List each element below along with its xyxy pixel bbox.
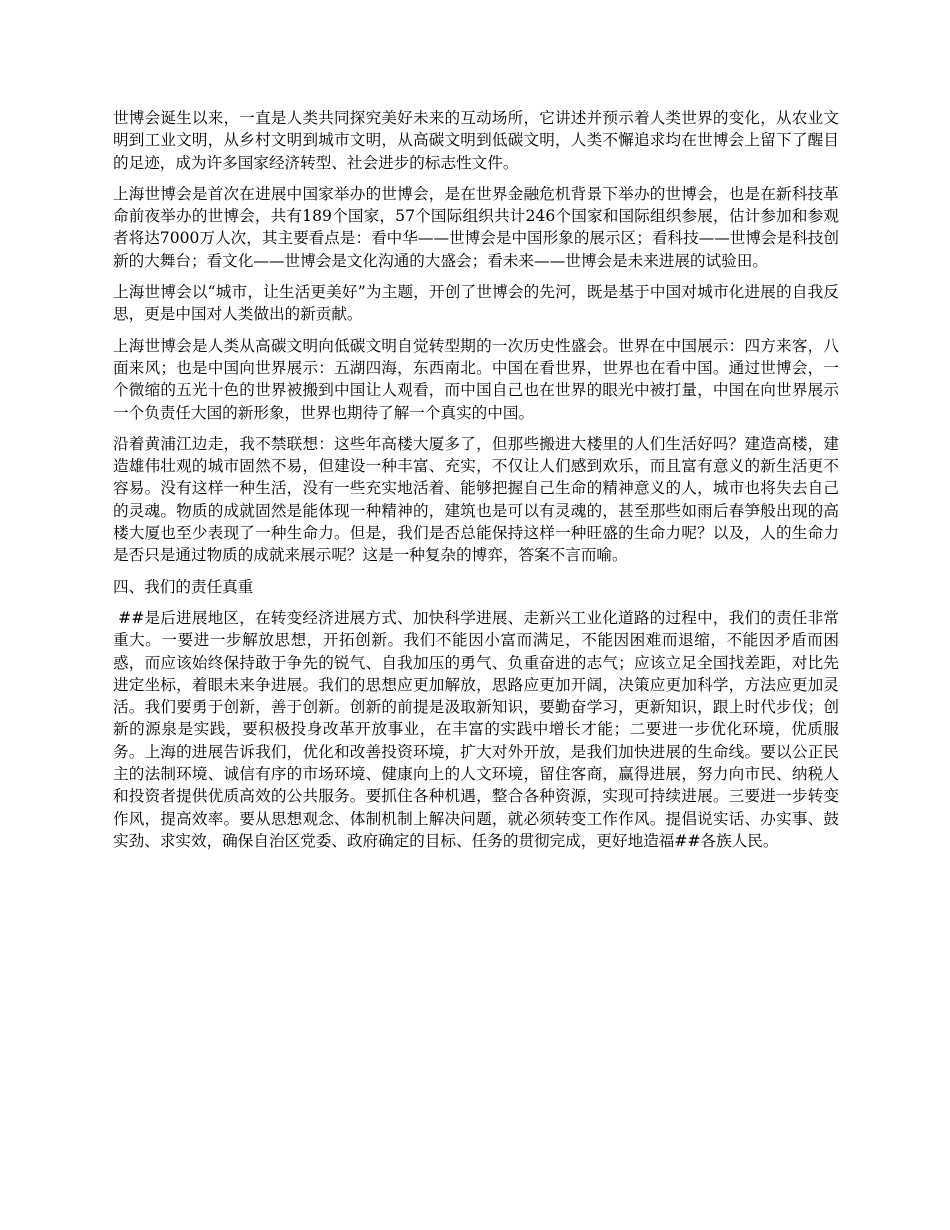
paragraph-expo-history: 世博会诞生以来，一直是人类共同探究美好未来的互动场所，它讲述并预示着人类世界的变化，从农业文明到工业文明，从乡村文明到城市文明，从高碳文明到低碳文明，人类不懈追求均在世博会上留下了醒目的足迹，成为许多国家经济转型、社会进步的标志性文件。 xyxy=(113,109,839,172)
section-heading: 四、我们的责任真重 xyxy=(113,577,254,596)
paragraph-huangpu-reflection: 沿着黄浦江边走，我不禁联想：这些年高楼大厦多了，但那些搬进大楼里的人们生活好吗？建造高楼，建造雄伟壮观的城市固然不易，但建设一种丰富、充实，不仅让人们感到欢乐，而且富有意义的新生活更不容易。没有这样一种生活，没有一些充实地活着、能够把握自己生命的精神意义的人，城市也将失去自己的灵魂。物质的成就固然是能体现一种精神的，建筑也是可以有灵魂的，甚至那些如雨后春笋般出现的高楼大厦也至少表现了一种生命力。但是，我们是否总能保持这样一种旺盛的生命力呢？以及，人的生命力是否只是通过物质的成就来展示呢？这是一种复杂的博弈，答案不言而喻。 xyxy=(113,434,839,565)
paragraph-our-responsibility: ##是后进展地区，在转变经济进展方式、加快科学进展、走新兴工业化道路的过程中，我们的责任非常重大。一要进一步解放思想，开拓创新。我们不能因小富而满足，不能因困难而退缩，不能因矛盾而困惑，而应该始终保持敢于争先的锐气、自我加压的勇气、负重奋进的志气；应该立足全国找差距，对比先进定坐标，着眼未来争进展。我们的思想应更加解放，思路应更加开阔，决策应更加科学，方法应更加灵活。我们要勇于创新，善于创新。创新的前提是汲取新知识，要勤奋学习，更新知识，跟上时代步伐；创新的源泉是实践，要积极投身改革开放事业，在丰富的实践中增长才能；二要进一步优化环境，优质服务。上海的进展告诉我们，优化和改善投资环境，扩大对外开放，是我们加快进展的生命线。要以公正民主的法制环境、诚信有序的市场环境、健康向上的人文环境，留住客商，赢得进展，努力向市民、纳税人和投资者提供优质高效的公共服务。要抓住各种机遇，整合各种资源，实现可持续进展。三要进一步转变作风，提高效率。要从思想观念、体制机制上解决问题，就必须转变工作作风。提倡说实话、办实事、鼓实劲、求实效，确保自治区党委、政府确定的目标、任务的贯彻完成，更好地造福##各族人民。 xyxy=(113,608,839,850)
paragraph-shanghai-expo-overview: 上海世博会是首次在进展中国家举办的世博会，是在世界金融危机背景下举办的世博会，也是在新科技革命前夜举办的世博会，共有189个国家，57个国际组织共计246个国家和国际组织参展，估计参加和参观者将达7000万人次，其主要看点是：看中华——世博会是中国形象的展示区；看科技——世博会是科技创新的大舞台；看文化——世博会是文化沟通的大盛会；看未来——世博会是未来进展的试验田。 xyxy=(113,184,839,270)
document-page xyxy=(113,107,839,861)
paragraph-low-carbon-transition: 上海世博会是人类从高碳文明向低碳文明自觉转型期的一次历史性盛会。世界在中国展示：四方来客，八面来风；也是中国向世界展示：五湖四海，东西南北。中国在看世界，世界也在看中国。通过世博会，一个微缩的五光十色的世界被搬到中国让人观看，而中国自己也在世界的眼光中被打量，中国在向世界展示一个负责任大国的新形象，世界也期待了解一个真实的中国。 xyxy=(113,336,839,422)
paragraph-expo-theme: 上海世博会以“城市，让生活更美好”为主题，开创了世博会的先河，既是基于中国对城市化进展的自我反思，更是中国对人类做出的新贡献。 xyxy=(113,283,839,324)
